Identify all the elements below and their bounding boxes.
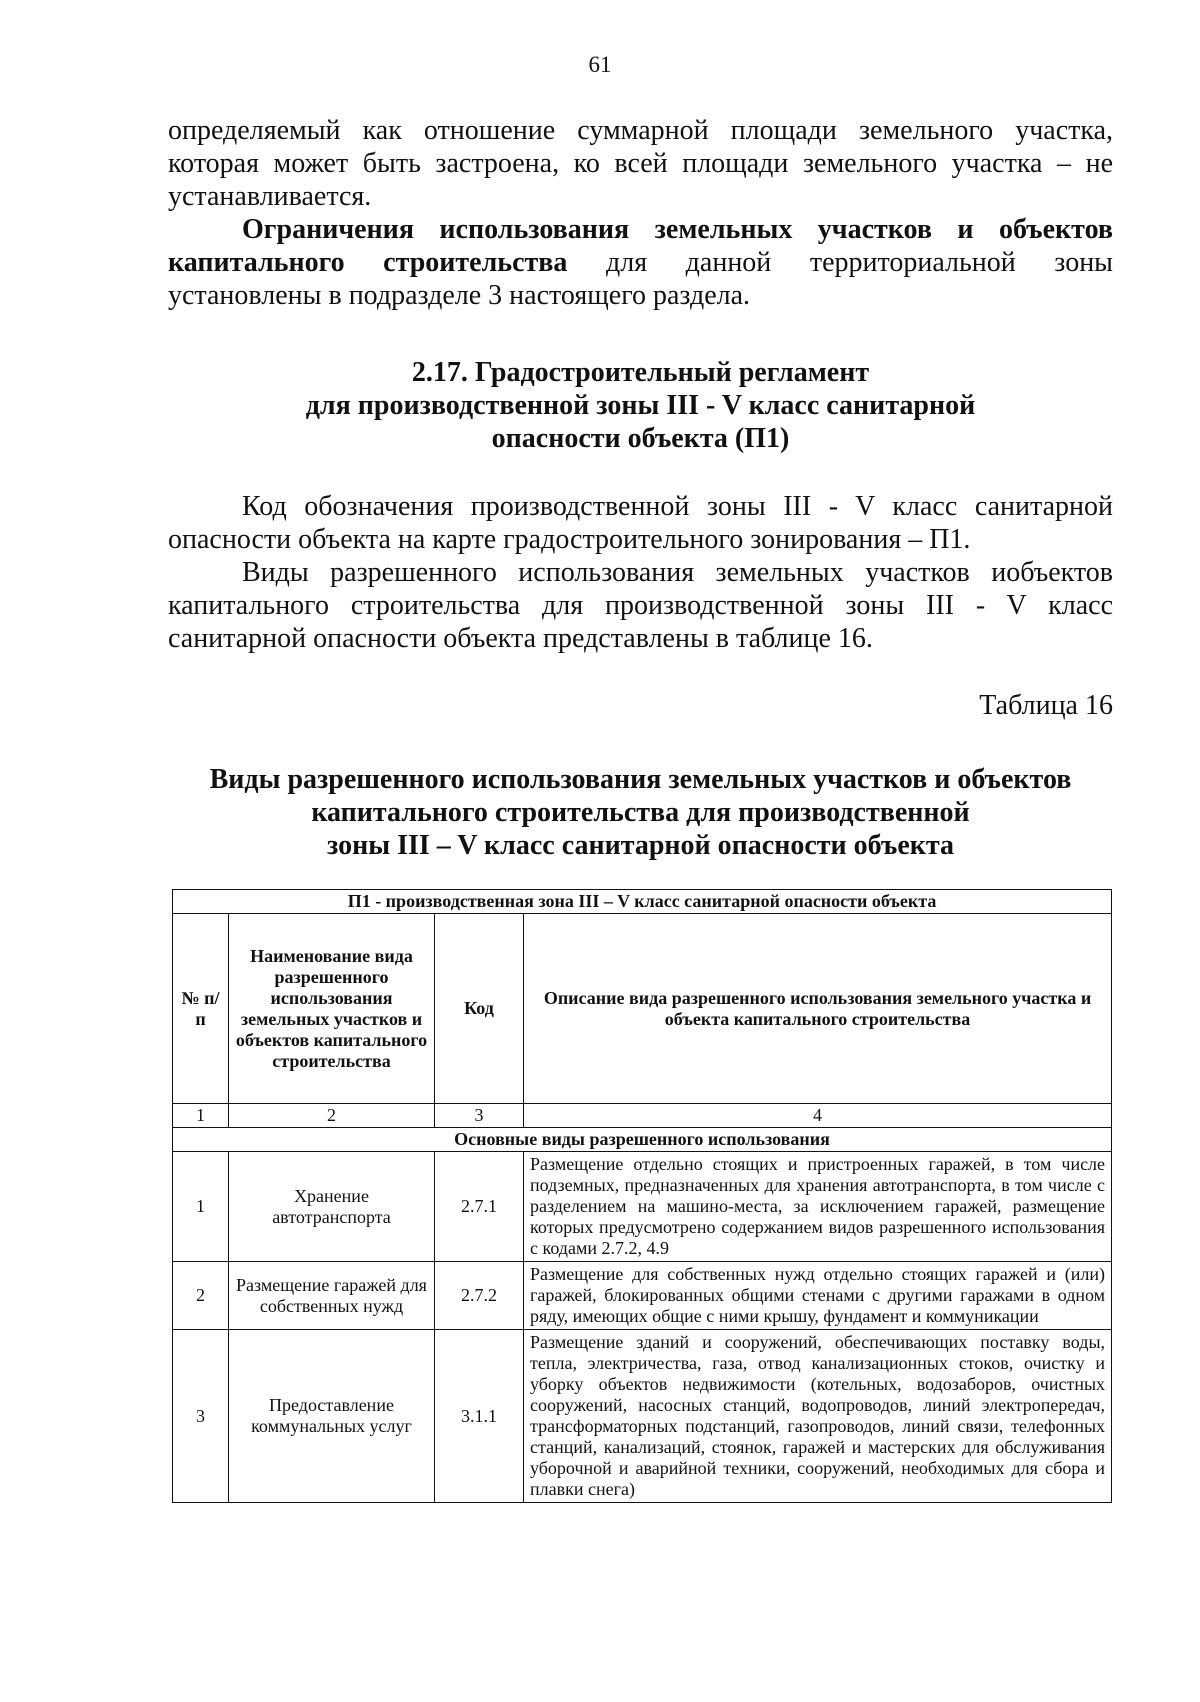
column-header-row — [173, 914, 1112, 1104]
section-paragraph-1: Код обозначения производственной зоны III - V класс санитарной опасности объекта на карте градостроительного зонирования – П1. — [168, 491, 1113, 555]
section-heading-line-1: 2.17. Градостроительный регламент — [411, 357, 870, 388]
row-desc-cell: Размещение зданий и сооружений, обеспечивающих поставку воды, тепла, электричества, газа, отвод канализационных стоков, очистку и уборку объектов недвижимости (котельных, водозаборов, очистных сооружений, насосных станций, водопроводов, линий электропередач, трансформаторных подстанций, газопроводов, линий связи, телефонных станций, канализаций, стоянок, гаражей и мастерских для обслуживания уборочной и аварийной техники, сооружений, необходимых для сбора и плавки снега) — [524, 1330, 1112, 1503]
column-number-row — [173, 1104, 1112, 1128]
table-title — [168, 763, 1113, 862]
intro-paragraph-2 — [168, 213, 1113, 312]
table-title-line-3: зоны III – V класс санитарной опасности объекта — [327, 830, 954, 861]
table-row — [173, 1262, 1112, 1330]
section-heading-line-3: опасности объекта (П1) — [491, 423, 790, 454]
col-number-cell: 2 — [229, 1104, 435, 1128]
section-paragraph-2: Виды разрешенного использования земельных участков иобъектов капитального строительства для производственной зоны III - V класс санитарной опасности объекта представлены в таблице 16. — [168, 557, 1113, 654]
row-desc-cell: Размещение для собственных нужд отдельно стоящих гаражей и (или) гаражей, блокированных общими стенами с другими гаражами в одном ряду, имеющих общие с ними крышу, фундамент и коммуникации — [524, 1262, 1112, 1330]
page-number: 61 — [588, 52, 612, 77]
group-title-row — [173, 1128, 1112, 1152]
group-title-cell: Основные виды разрешенного использования — [173, 1128, 1112, 1152]
row-desc-cell: Размещение отдельно стоящих и пристроенных гаражей, в том числе подземных, предназначенных для хранения автотранспорта, в том числе с разделением на машино-места, за исключением гаражей, размещение которых предусмотрено содержанием видов разрешенного использования с кодами 2.7.2, 4.9 — [524, 1152, 1112, 1262]
table-row — [173, 1152, 1112, 1262]
row-code-cell: 3.1.1 — [435, 1330, 524, 1503]
table-title-line-2: капитального строительства для производственной — [311, 797, 970, 828]
row-num-cell: 2 — [173, 1262, 229, 1330]
row-name-cell: Предоставление коммунальных услуг — [229, 1330, 435, 1503]
row-name-cell: Размещение гаражей для собственных нужд — [229, 1262, 435, 1330]
row-name-cell: Хранение автотранспорта — [229, 1152, 435, 1262]
col-header-num: № п/п — [173, 914, 229, 1104]
row-num-cell: 3 — [173, 1330, 229, 1503]
row-num-cell: 1 — [173, 1152, 229, 1262]
table-row — [173, 1330, 1112, 1503]
table-title-line-1: Виды разрешенного использования земельных участков и объектов — [209, 764, 1072, 795]
restrictions-rest-text: для данной территориальной зоны установлены в подразделе 3 настоящего раздела. — [168, 247, 1113, 311]
intro-text — [168, 114, 1113, 312]
permitted-use-table — [172, 889, 1112, 1503]
row-code-cell: 2.7.1 — [435, 1152, 524, 1262]
restrictions-bold-text: Ограничения использования земельных участков и объектов капитального строительства — [168, 214, 1113, 278]
col-header-code: Код — [435, 914, 524, 1104]
col-number-cell: 3 — [435, 1104, 524, 1128]
section-heading-line-2: для производственной зоны III - V класс санитарной — [305, 390, 976, 421]
zone-header-row — [173, 890, 1112, 914]
col-header-name: Наименование вида разрешенного использования земельных участков и объектов капитального строительства — [229, 914, 435, 1104]
col-number-cell: 1 — [173, 1104, 229, 1128]
row-code-cell: 2.7.2 — [435, 1262, 524, 1330]
section-text — [168, 490, 1113, 655]
col-header-desc: Описание вида разрешенного использования земельного участка и объекта капитального строительства — [524, 914, 1112, 1104]
table-label: Таблица 16 — [979, 690, 1113, 721]
section-heading — [168, 356, 1113, 455]
intro-paragraph-1: определяемый как отношение суммарной площади земельного участка, которая может быть застроена, ко всей площади земельного участка – не устанавливается. — [168, 115, 1113, 212]
col-number-cell: 4 — [524, 1104, 1112, 1128]
zone-header-cell: П1 - производственная зона III – V класс санитарной опасности объекта — [173, 890, 1112, 914]
